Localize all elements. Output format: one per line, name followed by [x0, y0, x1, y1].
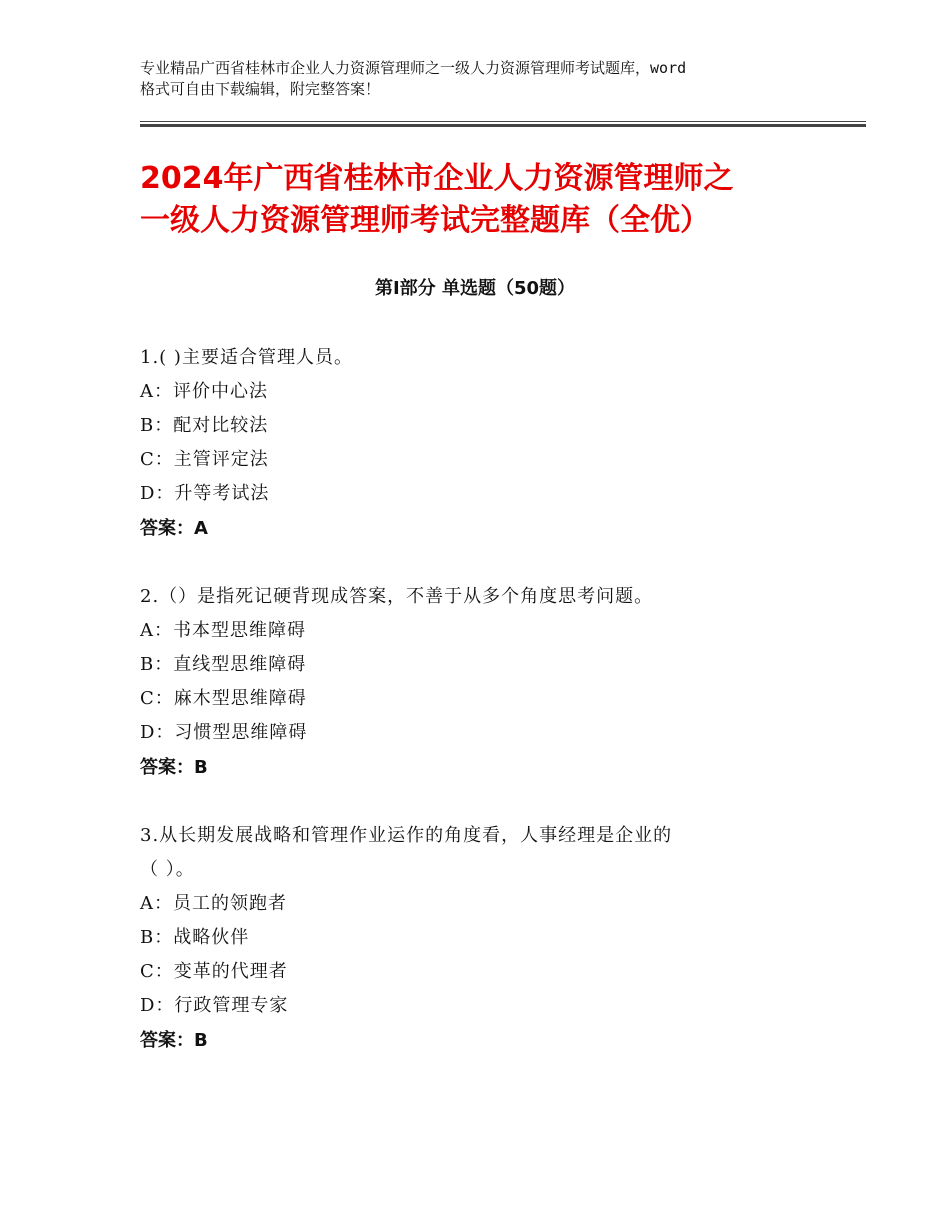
question-3-stem-line-1: 3.从长期发展战略和管理作业运作的角度看，人事经理是企业的 [140, 825, 673, 846]
question-1-answer: 答案：A [140, 518, 208, 539]
question-2-option-c: C：麻木型思维障碍 [140, 688, 307, 709]
question-1-stem: 1.( )主要适合管理人员。 [140, 347, 353, 368]
question-1-option-a: A：评价中心法 [140, 381, 268, 402]
document-title-line-1: 2024年广西省桂林市企业人力资源管理师之 [140, 161, 734, 196]
question-2-answer: 答案：B [140, 757, 208, 778]
question-3-option-c: C：变革的代理者 [140, 961, 288, 982]
question-2-option-d: D：习惯型思维障碍 [140, 722, 308, 743]
header-rule-thick [140, 124, 866, 127]
question-3-stem-line-2: （ ）。 [140, 859, 195, 880]
question-2-option-b: B：直线型思维障碍 [140, 654, 307, 675]
document-title-line-2: 一级人力资源管理师考试完整题库（全优） [140, 203, 710, 238]
header-note-line-2: 格式可自由下载编辑，附完整答案！ [140, 80, 381, 98]
header-note [140, 58, 830, 100]
question-3-option-b: B：战略伙伴 [140, 927, 250, 948]
question-3-option-a: A：员工的领跑者 [140, 893, 287, 914]
question-1-option-d: D：升等考试法 [140, 483, 270, 504]
question-2-option-a: A：书本型思维障碍 [140, 620, 306, 641]
question-3-answer: 答案：B [140, 1030, 208, 1051]
question-1-option-c: C：主管评定法 [140, 449, 269, 470]
document-title [140, 158, 840, 242]
header-note-line-1: 专业精品广西省桂林市企业人力资源管理师之一级人力资源管理师考试题库，word [140, 59, 687, 77]
question-3-option-d: D：行政管理专家 [140, 995, 289, 1016]
section-title: 第Ⅰ部分 单选题（50题） [374, 278, 575, 299]
question-1-option-b: B：配对比较法 [140, 415, 269, 436]
header-rule-thin-top [140, 121, 866, 122]
question-2-stem: 2.（）是指死记硬背现成答案，不善于从多个角度思考问题。 [140, 586, 654, 607]
